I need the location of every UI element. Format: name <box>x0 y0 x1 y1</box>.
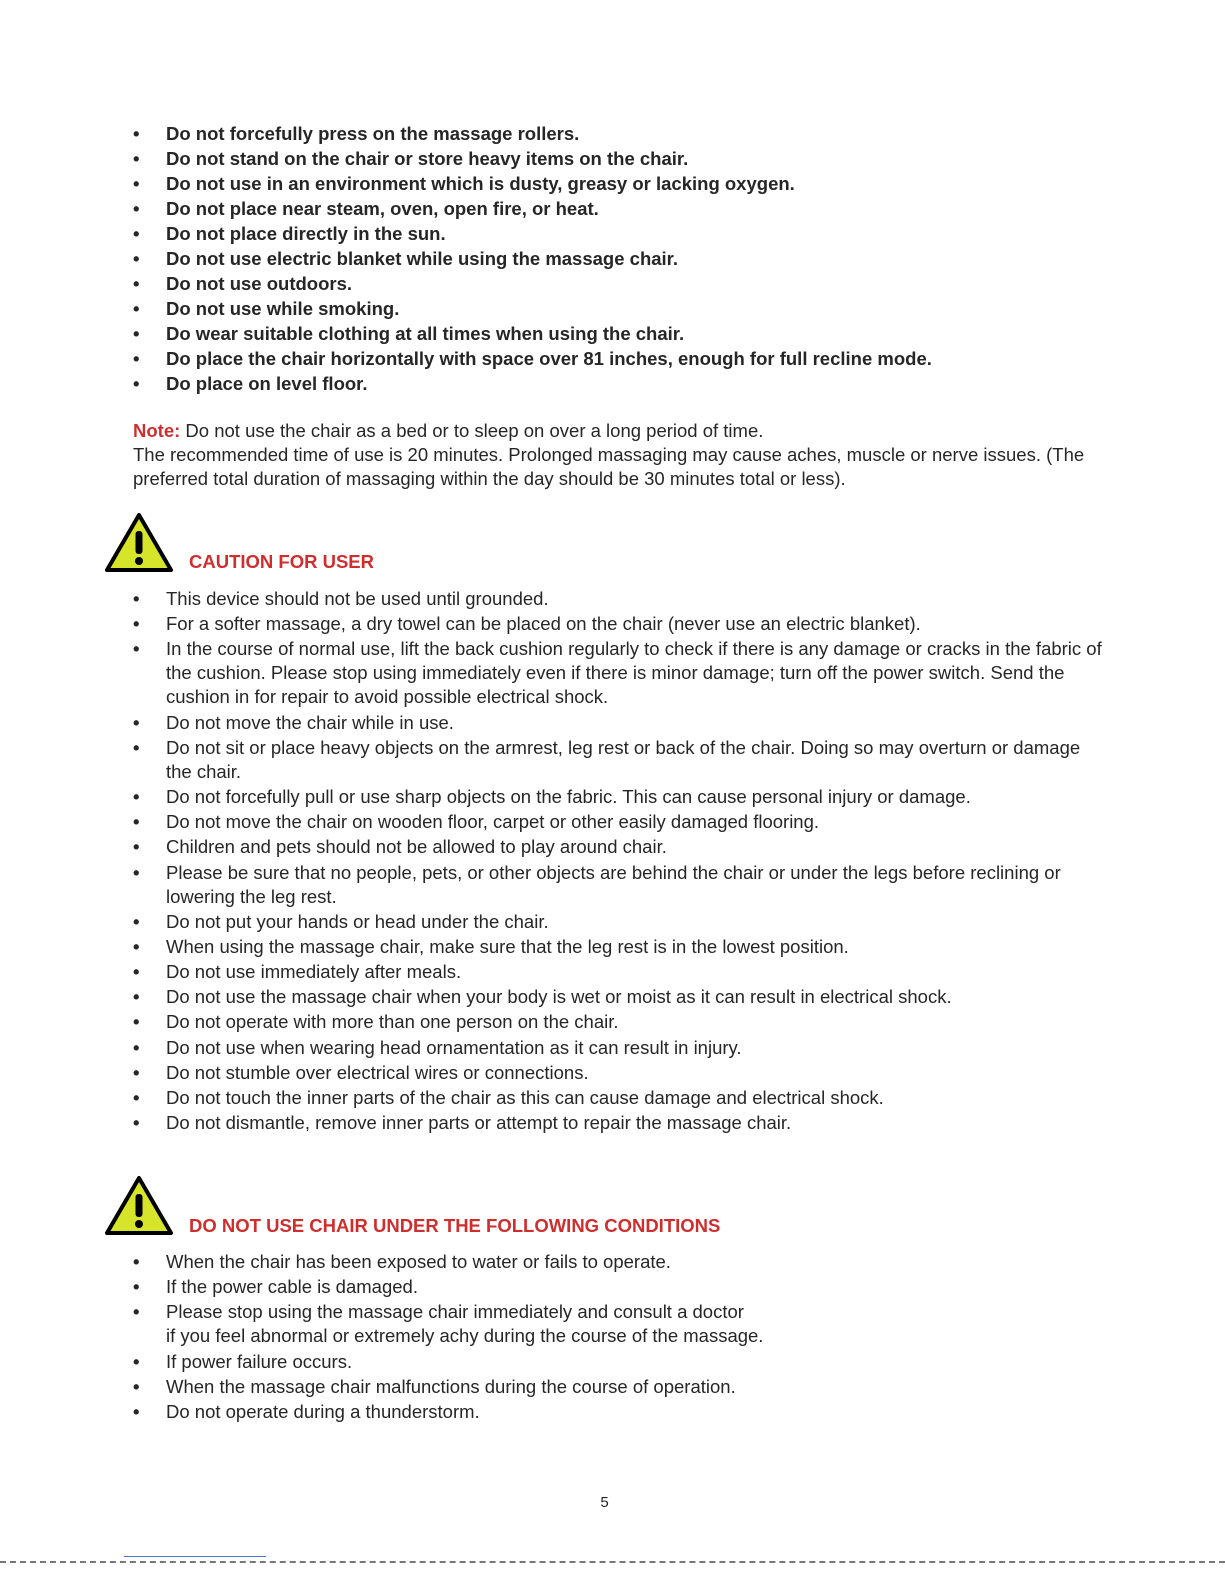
list-item: • Do not place near steam, oven, open fire, or heat. <box>133 196 1143 221</box>
list-item: • When using the massage chair, make sure that the leg rest is in the lowest position. <box>133 935 1108 959</box>
list-item: • Do not move the chair on wooden floor, carpet or other easily damaged flooring. <box>133 810 1108 834</box>
list-item: • Do not use when wearing head ornamentation as it can result in injury. <box>133 1036 1108 1060</box>
list-item: • When the chair has been exposed to water or fails to operate. <box>133 1250 1108 1274</box>
footer-link-underline <box>124 1556 266 1557</box>
list-item: • Do not stand on the chair or store heavy items on the chair. <box>133 146 1143 171</box>
list-item: • Children and pets should not be allowed to play around chair. <box>133 835 1108 859</box>
note-line-1: Do not use the chair as a bed or to sleep on over a long period of time. <box>180 420 764 441</box>
list-item: • Do not use in an environment which is dusty, greasy or lacking oxygen. <box>133 171 1143 196</box>
list-item: • If the power cable is damaged. <box>133 1275 1108 1299</box>
list-item: • Do not place directly in the sun. <box>133 221 1143 246</box>
list-item: • Do not move the chair while in use. <box>133 711 1108 735</box>
list-item: • For a softer massage, a dry towel can be placed on the chair (never use an electric blanket). <box>133 612 1108 636</box>
list-item: • Do not stumble over electrical wires or connections. <box>133 1061 1108 1085</box>
list-item: • In the course of normal use, lift the back cushion regularly to check if there is any damage or cracks in the fabric of the cushion. Please stop using immediately even if there is minor damage; turn off the power switch. Send the cushion in for repair to avoid possible electrical shock. <box>133 637 1108 709</box>
note-label: Note: <box>133 420 181 441</box>
list-item: • Do not operate with more than one person on the chair. <box>133 1010 1108 1034</box>
list-item: • Do not use electric blanket while using the massage chair. <box>133 246 1143 271</box>
note-paragraph <box>133 419 1093 491</box>
list-item: • When the massage chair malfunctions during the course of operation. <box>133 1375 1108 1399</box>
caution-heading: CAUTION FOR USER <box>189 551 374 572</box>
list-item: • Do not use outdoors. <box>133 271 1143 296</box>
list-item: • Do not sit or place heavy objects on the armrest, leg rest or back of the chair. Doing so may overturn or damage the chair. <box>133 736 1108 784</box>
list-item: • Please stop using the massage chair immediately and consult a doctor if you feel abnormal or extremely achy during the course of the massage. <box>133 1300 1108 1348</box>
list-item: • Do wear suitable clothing at all times when using the chair. <box>133 321 1143 346</box>
list-item: • Do place on level floor. <box>133 371 1143 396</box>
list-item: • If power failure occurs. <box>133 1350 1108 1374</box>
list-item: • This device should not be used until grounded. <box>133 587 1108 611</box>
warning-triangle-icon <box>104 1175 174 1237</box>
list-item: • Do not forcefully press on the massage rollers. <box>133 121 1143 146</box>
top-rules-list <box>133 121 1143 396</box>
caution-list <box>133 587 1108 1136</box>
list-item: • Do not dismantle, remove inner parts or attempt to repair the massage chair. <box>133 1111 1108 1135</box>
list-item: • Do not put your hands or head under the chair. <box>133 910 1108 934</box>
list-item: • Do not forcefully pull or use sharp objects on the fabric. This can cause personal injury or damage. <box>133 785 1108 809</box>
list-item: • Do not operate during a thunderstorm. <box>133 1400 1108 1424</box>
note-body: The recommended time of use is 20 minutes. Prolonged massaging may cause aches, muscle or nerve issues. (The preferred total duration of massaging within the day should be 30 minutes total or less). <box>133 444 1085 489</box>
list-item: • Do not use while smoking. <box>133 296 1143 321</box>
conditions-list <box>133 1250 1108 1425</box>
list-item: • Do not touch the inner parts of the chair as this can cause damage and electrical shock. <box>133 1086 1108 1110</box>
page-number: 5 <box>600 1494 609 1511</box>
list-item: • Do not use the massage chair when your body is wet or moist as it can result in electrical shock. <box>133 985 1108 1009</box>
list-item: • Please be sure that no people, pets, or other objects are behind the chair or under the legs before reclining or lowering the leg rest. <box>133 861 1108 909</box>
list-item: • Do place the chair horizontally with space over 81 inches, enough for full recline mode. <box>133 346 1143 371</box>
list-item: • Do not use immediately after meals. <box>133 960 1108 984</box>
footer-divider <box>0 1561 1225 1563</box>
conditions-heading: DO NOT USE CHAIR UNDER THE FOLLOWING CONDITIONS <box>189 1215 721 1236</box>
warning-triangle-icon <box>104 512 174 574</box>
